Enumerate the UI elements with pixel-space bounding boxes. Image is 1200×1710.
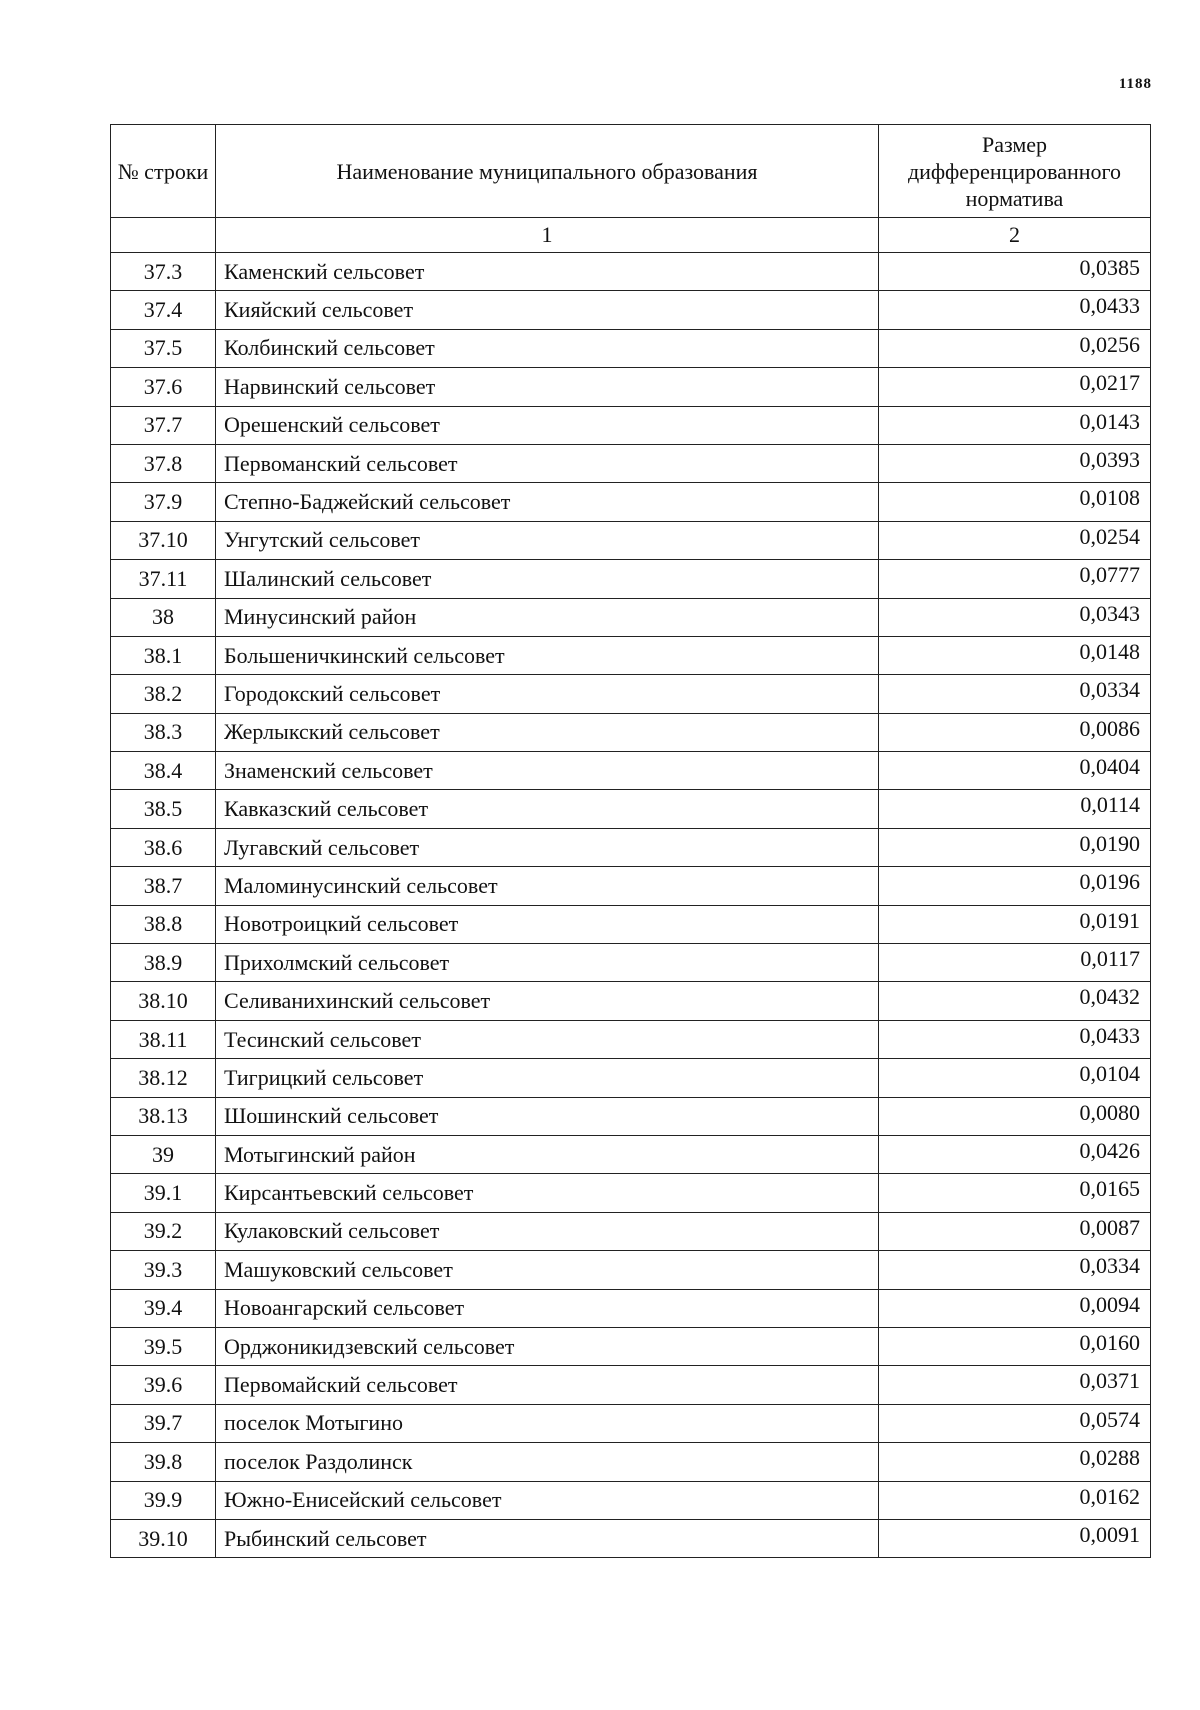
norm-value-cell: 0,0104 xyxy=(879,1059,1151,1097)
norm-value-cell: 0,0080 xyxy=(879,1097,1151,1135)
table-row xyxy=(111,444,1151,482)
row-number-cell: 38.2 xyxy=(111,675,216,713)
municipality-name-cell: Первоманский сельсовет xyxy=(216,444,879,482)
row-number-cell: 38.5 xyxy=(111,790,216,828)
norm-value-cell: 0,0117 xyxy=(879,944,1151,982)
table-row xyxy=(111,752,1151,790)
row-number-cell: 38.6 xyxy=(111,828,216,866)
row-number-cell: 37.8 xyxy=(111,444,216,482)
row-number-cell: 39.10 xyxy=(111,1519,216,1557)
row-number-cell: 38.3 xyxy=(111,713,216,751)
norm-value-cell: 0,0404 xyxy=(879,752,1151,790)
norm-value-cell: 0,0288 xyxy=(879,1443,1151,1481)
table-row xyxy=(111,1059,1151,1097)
norms-table xyxy=(110,124,1151,1558)
table-row xyxy=(111,483,1151,521)
row-number-cell: 39 xyxy=(111,1135,216,1173)
row-number-cell: 39.9 xyxy=(111,1481,216,1519)
norm-value-cell: 0,0191 xyxy=(879,905,1151,943)
table-row xyxy=(111,1443,1151,1481)
row-number-cell: 38 xyxy=(111,598,216,636)
row-number-cell: 37.6 xyxy=(111,368,216,406)
row-number-cell: 38.13 xyxy=(111,1097,216,1135)
municipality-name-cell: поселок Мотыгино xyxy=(216,1404,879,1442)
table-row xyxy=(111,1481,1151,1519)
municipality-name-cell: Минусинский район xyxy=(216,598,879,636)
municipality-name-cell: Тесинский сельсовет xyxy=(216,1020,879,1058)
table-row xyxy=(111,521,1151,559)
norm-value-cell: 0,0432 xyxy=(879,982,1151,1020)
table-row xyxy=(111,598,1151,636)
municipality-name-cell: Шалинский сельсовет xyxy=(216,560,879,598)
norm-value-cell: 0,0426 xyxy=(879,1135,1151,1173)
municipality-name-cell: Нарвинский сельсовет xyxy=(216,368,879,406)
table-row xyxy=(111,713,1151,751)
municipality-name-cell: Лугавский сельсовет xyxy=(216,828,879,866)
municipality-name-cell: Кавказский сельсовет xyxy=(216,790,879,828)
row-number-cell: 39.3 xyxy=(111,1251,216,1289)
norm-value-cell: 0,0393 xyxy=(879,444,1151,482)
row-number-cell: 39.4 xyxy=(111,1289,216,1327)
norm-value-cell: 0,0334 xyxy=(879,1251,1151,1289)
column-index-num xyxy=(111,218,216,253)
municipality-name-cell: Первомайский сельсовет xyxy=(216,1366,879,1404)
municipality-name-cell: Степно-Баджейский сельсовет xyxy=(216,483,879,521)
norm-value-cell: 0,0385 xyxy=(879,253,1151,291)
municipality-name-cell: поселок Раздолинск xyxy=(216,1443,879,1481)
table-body xyxy=(111,253,1151,1558)
municipality-name-cell: Кулаковский сельсовет xyxy=(216,1212,879,1250)
row-number-cell: 38.8 xyxy=(111,905,216,943)
norm-value-cell: 0,0114 xyxy=(879,790,1151,828)
norm-value-cell: 0,0094 xyxy=(879,1289,1151,1327)
column-index-name: 1 xyxy=(216,218,879,253)
norm-value-cell: 0,0165 xyxy=(879,1174,1151,1212)
norm-value-cell: 0,0371 xyxy=(879,1366,1151,1404)
row-number-cell: 38.4 xyxy=(111,752,216,790)
row-number-cell: 38.10 xyxy=(111,982,216,1020)
row-number-cell: 37.11 xyxy=(111,560,216,598)
municipality-name-cell: Орджоникидзевский сельсовет xyxy=(216,1327,879,1365)
table-row xyxy=(111,1404,1151,1442)
row-number-cell: 37.3 xyxy=(111,253,216,291)
table-row xyxy=(111,1289,1151,1327)
row-number-cell: 37.10 xyxy=(111,521,216,559)
municipality-name-cell: Прихолмский сельсовет xyxy=(216,944,879,982)
municipality-name-cell: Мотыгинский район xyxy=(216,1135,879,1173)
municipality-name-cell: Большеничкинский сельсовет xyxy=(216,636,879,674)
table-row xyxy=(111,560,1151,598)
table-row xyxy=(111,329,1151,367)
table-row xyxy=(111,982,1151,1020)
table-row xyxy=(111,1251,1151,1289)
header-norm-size: Размер дифференцированного норматива xyxy=(879,125,1151,218)
row-number-cell: 37.9 xyxy=(111,483,216,521)
norm-value-cell: 0,0433 xyxy=(879,291,1151,329)
municipality-name-cell: Новотроицкий сельсовет xyxy=(216,905,879,943)
norm-value-cell: 0,0217 xyxy=(879,368,1151,406)
municipality-name-cell: Южно-Енисейский сельсовет xyxy=(216,1481,879,1519)
table-row xyxy=(111,1020,1151,1058)
row-number-cell: 37.4 xyxy=(111,291,216,329)
row-number-cell: 37.7 xyxy=(111,406,216,444)
norm-value-cell: 0,0196 xyxy=(879,867,1151,905)
row-number-cell: 39.7 xyxy=(111,1404,216,1442)
table-header-row xyxy=(111,125,1151,218)
table-row xyxy=(111,406,1151,444)
column-index-row xyxy=(111,218,1151,253)
municipality-name-cell: Новоангарский сельсовет xyxy=(216,1289,879,1327)
table-row xyxy=(111,1212,1151,1250)
municipality-name-cell: Городокский сельсовет xyxy=(216,675,879,713)
municipality-name-cell: Шошинский сельсовет xyxy=(216,1097,879,1135)
table-row xyxy=(111,828,1151,866)
norm-value-cell: 0,0086 xyxy=(879,713,1151,751)
norm-value-cell: 0,0343 xyxy=(879,598,1151,636)
municipality-name-cell: Селиванихинский сельсовет xyxy=(216,982,879,1020)
row-number-cell: 39.6 xyxy=(111,1366,216,1404)
table-row xyxy=(111,253,1151,291)
norm-value-cell: 0,0160 xyxy=(879,1327,1151,1365)
municipality-name-cell: Жерлыкский сельсовет xyxy=(216,713,879,751)
row-number-cell: 37.5 xyxy=(111,329,216,367)
table-row xyxy=(111,1174,1151,1212)
municipality-name-cell: Кирсантьевский сельсовет xyxy=(216,1174,879,1212)
table-row xyxy=(111,1135,1151,1173)
row-number-cell: 39.8 xyxy=(111,1443,216,1481)
norm-value-cell: 0,0091 xyxy=(879,1519,1151,1557)
page-number: 1188 xyxy=(1118,76,1152,92)
header-municipality-name: Наименование муниципального образования xyxy=(216,125,879,218)
norm-value-cell: 0,0087 xyxy=(879,1212,1151,1250)
norm-value-cell: 0,0256 xyxy=(879,329,1151,367)
norm-value-cell: 0,0148 xyxy=(879,636,1151,674)
header-row-number: № строки xyxy=(111,125,216,218)
table-row xyxy=(111,790,1151,828)
row-number-cell: 39.1 xyxy=(111,1174,216,1212)
municipality-name-cell: Колбинский сельсовет xyxy=(216,329,879,367)
norm-value-cell: 0,0162 xyxy=(879,1481,1151,1519)
column-index-value: 2 xyxy=(879,218,1151,253)
norm-value-cell: 0,0190 xyxy=(879,828,1151,866)
municipality-name-cell: Знаменский сельсовет xyxy=(216,752,879,790)
table-row xyxy=(111,944,1151,982)
row-number-cell: 38.1 xyxy=(111,636,216,674)
row-number-cell: 38.12 xyxy=(111,1059,216,1097)
table-row xyxy=(111,1327,1151,1365)
table-row xyxy=(111,675,1151,713)
row-number-cell: 39.5 xyxy=(111,1327,216,1365)
table-row xyxy=(111,905,1151,943)
municipality-name-cell: Унгутский сельсовет xyxy=(216,521,879,559)
norm-value-cell: 0,0574 xyxy=(879,1404,1151,1442)
table-row xyxy=(111,368,1151,406)
municipality-name-cell: Тигрицкий сельсовет xyxy=(216,1059,879,1097)
table-row xyxy=(111,1097,1151,1135)
municipality-name-cell: Рыбинский сельсовет xyxy=(216,1519,879,1557)
norm-value-cell: 0,0143 xyxy=(879,406,1151,444)
municipality-name-cell: Машуковский сельсовет xyxy=(216,1251,879,1289)
norm-value-cell: 0,0777 xyxy=(879,560,1151,598)
table-row xyxy=(111,1366,1151,1404)
row-number-cell: 39.2 xyxy=(111,1212,216,1250)
table-row xyxy=(111,1519,1151,1557)
table-row xyxy=(111,636,1151,674)
municipality-name-cell: Каменский сельсовет xyxy=(216,253,879,291)
norm-value-cell: 0,0334 xyxy=(879,675,1151,713)
municipality-name-cell: Орешенский сельсовет xyxy=(216,406,879,444)
municipality-name-cell: Маломинусинский сельсовет xyxy=(216,867,879,905)
municipality-name-cell: Кияйский сельсовет xyxy=(216,291,879,329)
norm-value-cell: 0,0108 xyxy=(879,483,1151,521)
norm-value-cell: 0,0254 xyxy=(879,521,1151,559)
row-number-cell: 38.7 xyxy=(111,867,216,905)
row-number-cell: 38.11 xyxy=(111,1020,216,1058)
table-row xyxy=(111,291,1151,329)
norm-value-cell: 0,0433 xyxy=(879,1020,1151,1058)
table-row xyxy=(111,867,1151,905)
row-number-cell: 38.9 xyxy=(111,944,216,982)
